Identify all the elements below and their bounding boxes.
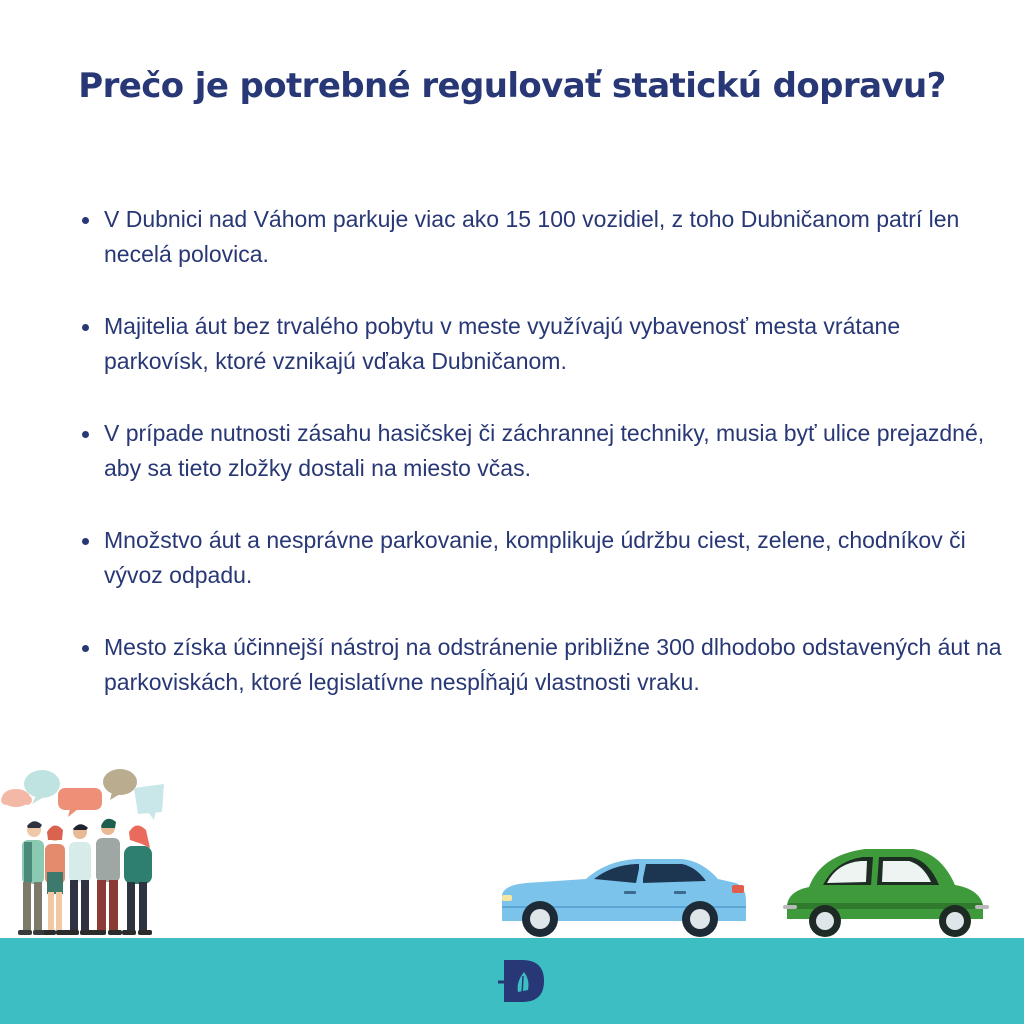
speech-bubbles xyxy=(1,769,164,820)
bullet-item: Mesto získa účinnejší nástroj na odstránenie približne 300 dlhodobo odstavených áut na parkoviskách, ktoré legislatívne nespĺňajú vlastnosti vraku. xyxy=(104,630,1004,700)
person-5 xyxy=(122,825,152,935)
bullet-item: Množstvo áut a nesprávne parkovanie, komplikuje údržbu ciest, zelene, chodníkov či vývoz odpadu. xyxy=(104,523,1004,593)
bullet-item: Majitelia áut bez trvalého pobytu v meste využívajú vybavenosť mesta vrátane parkovísk, ktoré vznikajú vďaka Dubničanom. xyxy=(104,309,1004,379)
blue-car-illustration xyxy=(496,855,752,939)
bullet-list xyxy=(104,202,1004,737)
person-3 xyxy=(65,824,94,935)
bullet-item: V Dubnici nad Váhom parkuje viac ako 15 100 vozidiel, z toho Dubničanom patrí len necelá polovica. xyxy=(104,202,1004,272)
person-1 xyxy=(18,821,47,935)
people-talking-illustration xyxy=(0,762,175,940)
dubnica-logo-icon xyxy=(498,958,546,1004)
person-2 xyxy=(44,825,68,935)
person-4 xyxy=(92,819,122,935)
green-car-illustration xyxy=(783,845,989,939)
page-title: Prečo je potrebné regulovať statickú dopravu? xyxy=(78,66,946,106)
bullet-item: V prípade nutnosti zásahu hasičskej či záchrannej techniky, musia byť ulice prejazdné, aby sa tieto zložky dostali na miesto včas. xyxy=(104,416,1004,486)
